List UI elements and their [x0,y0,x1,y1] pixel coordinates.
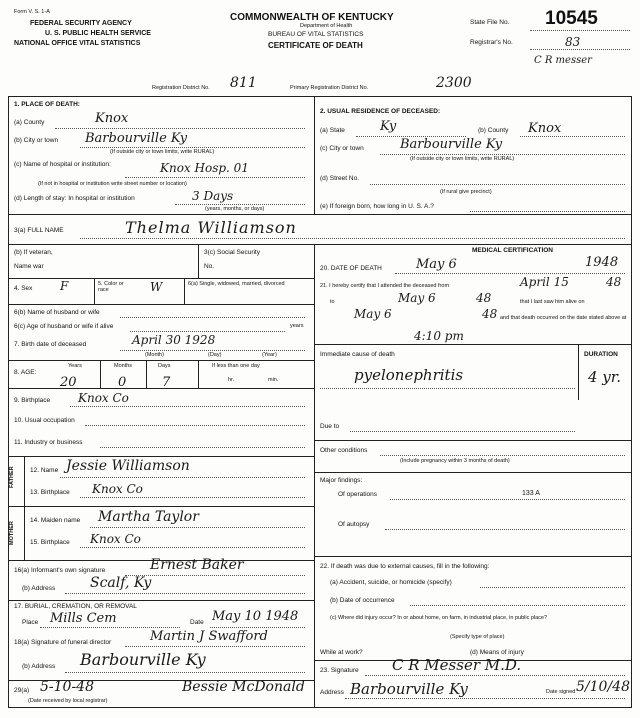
attend-to-year: 48 [476,291,492,305]
color-label: 5. Color or race [98,281,124,293]
city-label: (b) City or town [14,137,59,144]
attend-to: May 6 [398,291,436,305]
father-birthplace: Knox Co [92,482,143,496]
spouse-age-label: 6(c) Age of husband or wife if alive [14,323,114,330]
while-at-work-label: While at work? [320,649,363,656]
mother-birthplace-label: 15. Birthplace [30,539,70,546]
injury-place-note: (Specify type of place) [450,634,505,640]
mother-birthplace: Knox Co [90,532,141,546]
informant-signature: Ernest Baker [150,557,244,573]
frame-right [631,96,632,708]
age-label: 8. AGE: [14,369,37,376]
bureau-name: BUREAU OF VITAL STATISTICS [268,31,364,38]
death-city: Barbourville Ky [85,131,188,146]
form-number: Form V. S. 1-A [14,9,50,15]
full-name-label: 3(a) FULL NAME [14,227,64,234]
res-city: Barbourville Ky [400,137,503,152]
birth-date: April 30 1928 [132,333,216,347]
death-time: 4:10 pm [414,329,464,343]
burial-date-label: Date [190,619,204,626]
registrar-number-label: Registrar's No. [470,39,513,46]
attend-from: April 15 [520,275,569,289]
veteran-label: (b) If veteran, [14,249,53,256]
pregnancy-note: (Include pregnancy within 3 months of death) [400,458,510,464]
frame-left [8,96,9,708]
war-label: Name war [14,263,44,270]
father-tag: FATHER [9,466,15,488]
res-state-label: (a) State [320,127,345,134]
injury-place-label: (c) Where did injury occur? In or about home, on farm, in industrial place, in public place? [330,615,548,621]
filed-note: (Date received by local registrar) [28,698,108,704]
spouse-label: 6(b) Name of husband or wife [14,309,100,316]
birth-date-label: 7. Birth date of deceased [14,341,87,348]
father-birthplace-label: 13. Birthplace [30,489,70,496]
res-street-note: (If rural give precinct) [440,189,492,195]
death-occur-label: and that death occurred on the date stated above at [500,315,627,321]
registrar-signature: C R messer [534,55,592,66]
last-seen-year: 48 [482,307,498,321]
burial-place-label: Place [22,619,39,626]
age-hr-label: hr. [228,377,235,383]
director-address: Barbourville Ky [80,650,206,669]
primary-district-label: Primary Registration District No. [290,85,369,91]
filed-date: 5-10-48 [40,679,94,695]
signature-label: 23. Signature [320,667,359,674]
registration-district-label: Registration District No. [152,85,210,91]
agency-name: FEDERAL SECURITY AGENCY [30,20,132,27]
last-seen: May 6 [354,307,392,321]
informant-address: Scalf, Ky [90,575,152,591]
occupation-label: 10. Usual occupation [14,417,75,424]
city-note: (If outside city or town limits, write RURAL) [110,149,215,155]
res-street-label: (d) Street No. [320,175,360,182]
frame-top [8,96,632,97]
local-registrar-signature: Bessie McDonald [182,679,305,695]
age-months-label: Months [114,363,133,369]
funeral-director-signature: Martin J Swafford [150,629,268,644]
birth-year-note: (Year) [262,352,277,358]
operations-code: 133 A [522,490,540,497]
stay-note: (years, months, or days) [205,206,265,212]
state-file-label: State File No. [470,19,510,26]
funeral-director-label: 18(a) Signature of funeral director [14,639,112,646]
death-year: 1948 [585,255,619,270]
document-title: CERTIFICATE OF DEATH [268,41,363,50]
external-causes-label: 22. If death was due to external causes, fill in the following: [320,563,490,570]
operations-label: Of operations [338,491,378,498]
state-file-number: 10545 [545,8,598,29]
death-date-label: 20. DATE OF DEATH [320,265,382,272]
immediate-cause-label: Immediate cause of death [320,351,395,358]
color-value: W [150,280,163,294]
hospital-note: (If not in hospital or institution write street number or location) [38,181,187,187]
hospital-name: Knox Hosp. 01 [160,161,249,175]
deceased-name: Thelma Williamson [125,218,297,237]
informant-label: 16(a) Informant's own signature [14,567,106,574]
res-city-note: (If outside city or town limits, write RURAL) [410,156,515,162]
attend-from-year: 48 [606,275,622,289]
age-min-label: min. [268,377,279,383]
signer-address-label: Address [320,689,344,696]
death-date: May 6 [416,257,457,272]
frame-bottom [8,707,632,708]
ss-label-2: No. [204,263,215,270]
occurrence-date-label: (b) Date of occurrence [330,597,395,604]
means-of-injury-label: (d) Means of injury [470,649,524,656]
mother-tag: MOTHER [9,521,15,545]
birthplace: Knox Co [78,391,129,405]
last-saw-label: that I last saw him alive on [520,299,585,305]
marital-label: 6(a) Single, widowed, married, divorced [188,281,285,287]
autopsy-label: Of autopsy [338,521,370,528]
registrar-number: 83 [565,35,581,49]
county-label: (a) County [14,119,45,126]
burial-place: Mills Cem [50,611,117,626]
attend-to-label: to [330,299,335,305]
divider-section [8,214,632,215]
informant-address-label: (b) Address [22,585,56,592]
mother-name-label: 14. Maiden name [30,517,81,524]
divider-lower [314,244,315,707]
divider-top [314,96,315,214]
accident-label: (a) Accident, suicide, or homicide (specify) [330,579,452,586]
director-address-label: (b) Address [22,663,56,670]
sex-value: F [60,279,69,293]
ss-label: 3(c) Social Security [204,249,260,256]
res-county-label: (b) County [478,127,509,134]
office-name: NATIONAL OFFICE VITAL STATISTICS [14,40,141,47]
residence-heading: 2. USUAL RESIDENCE OF DECEASED: [320,108,441,115]
hospital-label: (c) Name of hospital or institution: [14,161,111,168]
stay-label: (d) Length of stay: In hospital or institution [14,195,135,202]
res-state: Ky [380,119,397,134]
signed-date: 5/10/48 [576,679,630,695]
major-findings-label: Major findings: [320,477,363,484]
burial-date: May 10 1948 [212,609,299,624]
signer-address: Barbourville Ky [350,680,468,698]
birth-month-note: (Month) [145,352,164,358]
duration-value: 4 yr. [588,368,622,386]
father-name: Jessie Williamson [66,458,190,474]
age-less-day-label: If less than one day [212,363,260,369]
age-years: 20 [60,375,77,390]
foreign-born-label: (e) If foreign born, how long in U. S. A.? [320,203,434,210]
age-days-label: Days [158,363,171,369]
age-months: 0 [118,375,127,390]
due-to-label: Due to [320,423,340,430]
res-city-label: (c) City or town [320,145,364,152]
date-signed-label: Date signed [546,689,576,695]
age-days: 7 [162,375,171,390]
age-years-label: Years [68,363,82,369]
place-of-death-heading: 1. PLACE OF DEATH: [14,101,80,108]
medical-heading: MEDICAL CERTIFICATION [472,247,554,254]
death-county: Knox [95,111,129,126]
state-heading: COMMONWEALTH OF KENTUCKY [230,12,394,23]
burial-label: 17. BURIAL, CREMATION, OR REMOVAL [14,603,137,610]
mother-name: Martha Taylor [98,509,199,525]
birth-day-note: (Day) [208,352,222,358]
primary-district: 2300 [436,75,472,91]
attend-label: 21. I hereby certify that I attended the deceased from [320,283,450,289]
immediate-cause: pyelonephritis [354,366,464,384]
department-name: Department of Health [300,23,353,29]
birthplace-label: 9. Birthplace [14,397,51,404]
father-name-label: 12. Name [30,467,59,474]
industry-label: 11. Industry or business [14,439,83,446]
filed-label: 29(a) [14,687,30,694]
physician-signature: C R Messer M.D. [392,656,522,674]
service-name: U. S. PUBLIC HEALTH SERVICE [45,30,151,37]
registration-district: 811 [230,75,257,91]
other-conditions-label: Other conditions [320,447,368,454]
res-county: Knox [528,121,562,136]
duration-label: DURATION [584,351,618,358]
spouse-age-unit: years [290,323,304,329]
stay-length: 3 Days [192,189,234,203]
sex-label: 4. Sex [14,285,33,292]
